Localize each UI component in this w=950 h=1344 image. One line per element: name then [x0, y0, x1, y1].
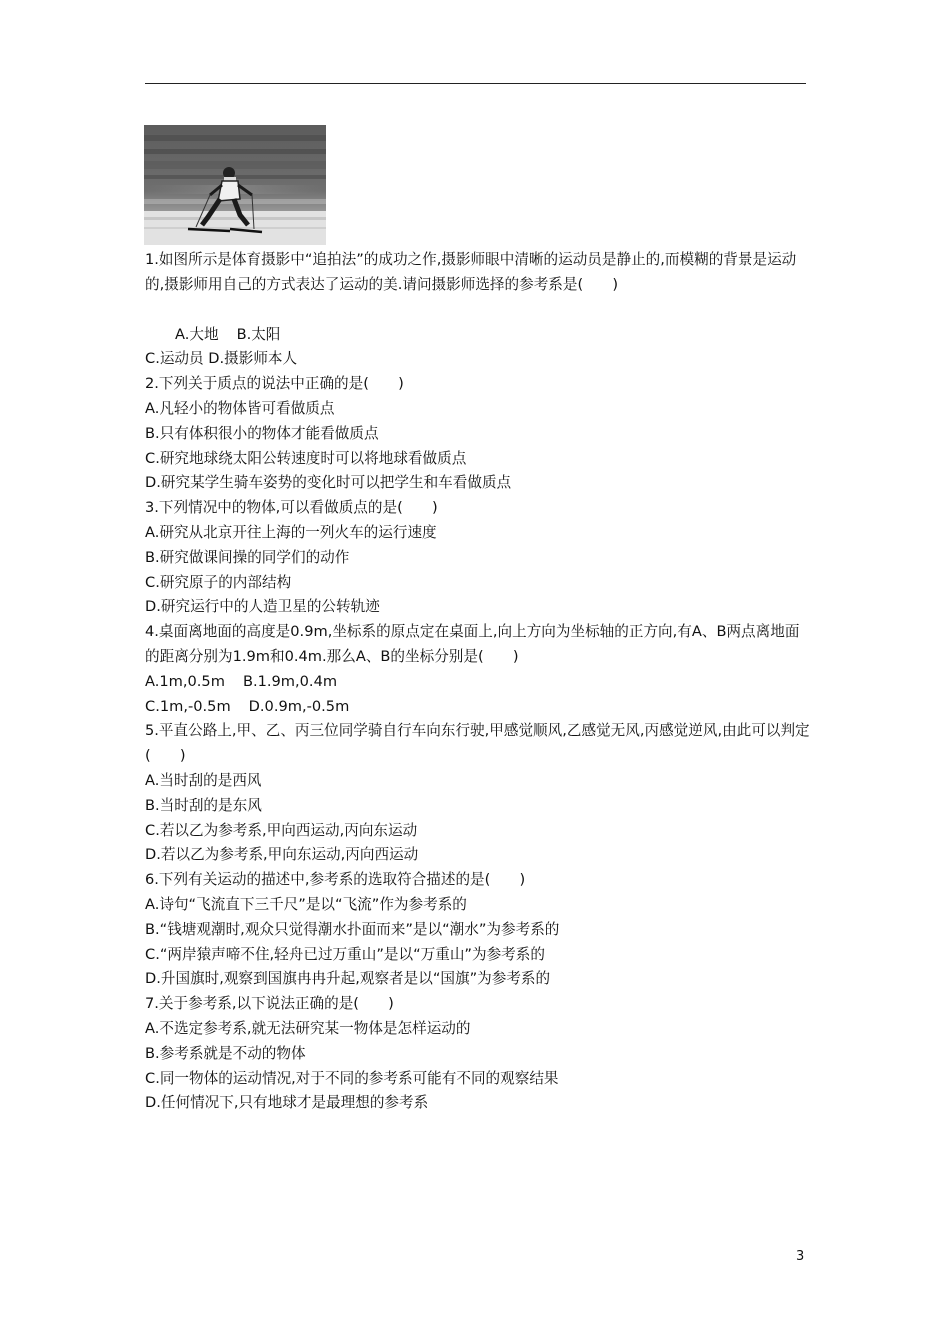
question-3-option-d: D.研究运行中的人造卫星的公转轨迹	[145, 598, 380, 616]
page-number: 3	[796, 1249, 805, 1264]
question-2-option-c: C.研究地球绕太阳公转速度时可以将地球看做质点	[145, 449, 467, 467]
question-1-options-row-1	[145, 323, 810, 348]
question-4-option-a: A.1m,0.5m	[145, 672, 225, 690]
question-5-option-a: A.当时刮的是西风	[145, 771, 262, 789]
question-4-options-row-2	[145, 695, 810, 720]
question-5-option-d: D.若以乙为参考系,甲向东运动,丙向西运动	[145, 846, 419, 864]
question-7-option-d: D.任何情况下,只有地球才是最理想的参考系	[145, 1094, 429, 1112]
question-6-stem: 6.下列有关运动的描述中,参考系的选取符合描述的是( )	[145, 871, 526, 889]
question-5-option-b: B.当时刮的是东风	[145, 796, 262, 814]
question-3-option-c: C.研究原子的内部结构	[145, 573, 292, 591]
skier-photo-graphic	[144, 125, 326, 245]
question-7-option-b: B.参考系就是不动的物体	[145, 1044, 306, 1062]
question-3-option-a: A.研究从北京开往上海的一列火车的运行速度	[145, 523, 437, 541]
question-6-option-c: C.“两岸猿声啼不住,轻舟已过万重山”是以“万重山”为参考系的	[145, 945, 545, 963]
question-1-options-row-2	[145, 347, 810, 372]
question-2-option-a: A.凡轻小的物体皆可看做质点	[145, 399, 335, 417]
question-5-stem: 5.平直公路上,甲、乙、丙三位同学骑自行车向东行驶,甲感觉顺风,乙感觉无风,丙感觉逆风,由此可以判定( )	[145, 722, 810, 765]
question-5-option-c: C.若以乙为参考系,甲向西运动,丙向东运动	[145, 821, 418, 839]
skier-photo	[144, 125, 326, 245]
question-4-options-row-1	[145, 670, 810, 695]
question-2-option-d: D.研究某学生骑车姿势的变化时可以把学生和车看做质点	[145, 474, 512, 492]
question-3-option-b: B.研究做课间操的同学们的动作	[145, 548, 350, 566]
header-rule	[145, 83, 806, 84]
question-7-option-c: C.同一物体的运动情况,对于不同的参考系可能有不同的观察结果	[145, 1069, 559, 1087]
question-1-option-d: D.摄影师本人	[208, 350, 298, 368]
question-1-option-c: C.运动员	[145, 350, 204, 368]
question-list	[145, 248, 810, 1116]
question-6-option-d: D.升国旗时,观察到国旗冉冉升起,观察者是以“国旗”为参考系的	[145, 970, 551, 988]
question-6-option-b: B.“钱塘观潮时,观众只觉得潮水扑面而来”是以“潮水”为参考系的	[145, 920, 560, 938]
question-1-stem: 1.如图所示是体育摄影中“追拍法”的成功之作,摄影师眼中清晰的运动员是静止的,而模糊的背景是运动的,摄影师用自己的方式表达了运动的美.请问摄影师选择的参考系是( )	[145, 251, 797, 293]
question-4-stem: 4.桌面离地面的高度是0.9m,坐标系的原点定在桌面上,向上方向为坐标轴的正方向,有A、B两点离地面的距离分别为1.9m和0.4m.那么A、B的坐标分别是( )	[145, 623, 800, 665]
question-7-stem: 7.关于参考系,以下说法正确的是( )	[145, 995, 394, 1013]
spacer	[145, 298, 810, 323]
question-2-option-b: B.只有体积很小的物体才能看做质点	[145, 424, 379, 442]
question-7-option-a: A.不选定参考系,就无法研究某一物体是怎样运动的	[145, 1019, 471, 1037]
question-1-option-b: B.太阳	[236, 325, 281, 343]
question-2-stem: 2.下列关于质点的说法中正确的是( )	[145, 375, 404, 393]
question-4-option-c: C.1m,-0.5m	[145, 697, 231, 715]
question-4-option-b: B.1.9m,0.4m	[242, 672, 338, 690]
question-6-option-a: A.诗句“飞流直下三千尺”是以“飞流”作为参考系的	[145, 895, 467, 913]
question-1-option-a: A.大地	[175, 325, 219, 343]
question-4-option-d: D.0.9m,-0.5m	[248, 697, 350, 715]
question-3-stem: 3.下列情况中的物体,可以看做质点的是( )	[145, 499, 438, 517]
